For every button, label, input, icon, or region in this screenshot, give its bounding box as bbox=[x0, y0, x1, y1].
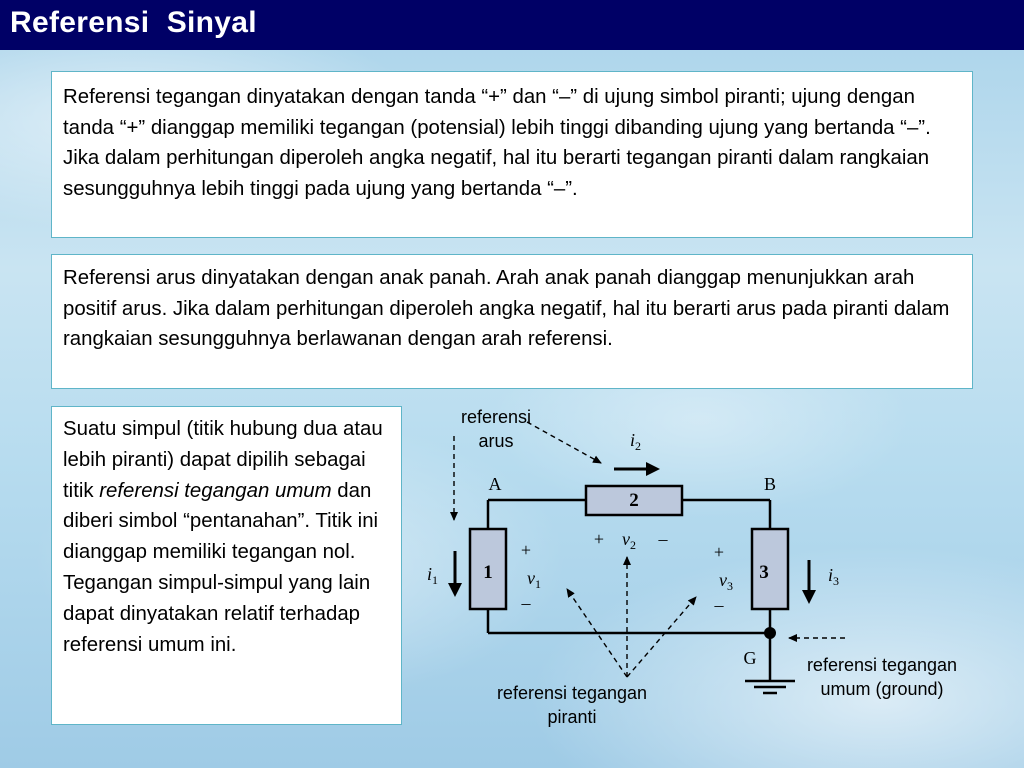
common-reference-text-after: dan diberi simbol “pentanahan”. Titik ini dianggap memiliki tegangan nol. Tegangan simpul-simpul yang lain dapat dinyatakan relatif terhadap referensi umum ini. bbox=[63, 479, 379, 656]
i2-label: $i_2$ bbox=[630, 430, 642, 453]
current-reference-label: referensi arus bbox=[460, 407, 532, 451]
v3-plus: + bbox=[713, 542, 725, 562]
v1-label: $v_1$ bbox=[527, 568, 541, 591]
element-2-label: 2 bbox=[629, 490, 639, 511]
v3-minus: – bbox=[714, 595, 724, 615]
current-i1-arrow-icon bbox=[448, 551, 462, 597]
common-reference-text-italic: referensi tegangan umum bbox=[99, 479, 332, 502]
node-b-label: B bbox=[763, 474, 777, 494]
current-i2-arrow-icon bbox=[614, 462, 660, 476]
node-a-label: A bbox=[488, 474, 502, 494]
ground-node-dot bbox=[764, 627, 776, 639]
element-3-label: 3 bbox=[759, 562, 769, 583]
device-voltage-reference-label: referensi tegangan piranti bbox=[496, 683, 648, 727]
common-reference-text-before: Suatu simpul (titik hubung dua atau lebih piranti) dapat dipilih sebagai titik bbox=[63, 418, 383, 502]
page-title: Referensi Sinyal bbox=[10, 6, 257, 39]
element-3 bbox=[752, 529, 788, 609]
ground-icon bbox=[745, 681, 795, 693]
device-ref-pointer-3 bbox=[627, 597, 696, 677]
v3-label: $v_3$ bbox=[719, 570, 733, 593]
v1-minus: – bbox=[521, 593, 531, 613]
current-i3-arrow-icon bbox=[802, 560, 816, 604]
v2-plus: + bbox=[593, 529, 605, 549]
node-g-label: G bbox=[743, 648, 757, 668]
voltage-reference-text: Referensi tegangan dinyatakan dengan tanda “+” dan “–” di ujung simbol piranti; ujung dengan tanda “+” dianggap memiliki tegangan (potensial) lebih tinggi dibanding ujung yang bertanda “–”. Jika dalam perhitungan diperoleh angka negatif, hal itu berarti tegangan piranti dalam rangkaian sesungguhnya lebih tinggi pada ujung yang bertanda “–”. bbox=[63, 86, 931, 200]
v2-label: $v_2$ bbox=[622, 529, 636, 552]
element-1-label: 1 bbox=[483, 562, 493, 583]
current-ref-pointer-2 bbox=[527, 422, 601, 463]
current-reference-text: Referensi arus dinyatakan dengan anak panah. Arah anak panah dianggap menunjukkan arah positif arus. Jika dalam perhitungan diperoleh angka negatif, hal itu berarti arus pada piranti dalam rangkaian sesungguhnya berlawanan dengan arah referensi. bbox=[63, 267, 950, 350]
ground-reference-label: referensi tegangan umum (ground) bbox=[806, 655, 958, 699]
v2-minus: – bbox=[658, 529, 668, 549]
i3-label: $i_3$ bbox=[828, 565, 840, 588]
i1-label: $i_1$ bbox=[427, 564, 439, 587]
v1-plus: + bbox=[520, 540, 532, 560]
